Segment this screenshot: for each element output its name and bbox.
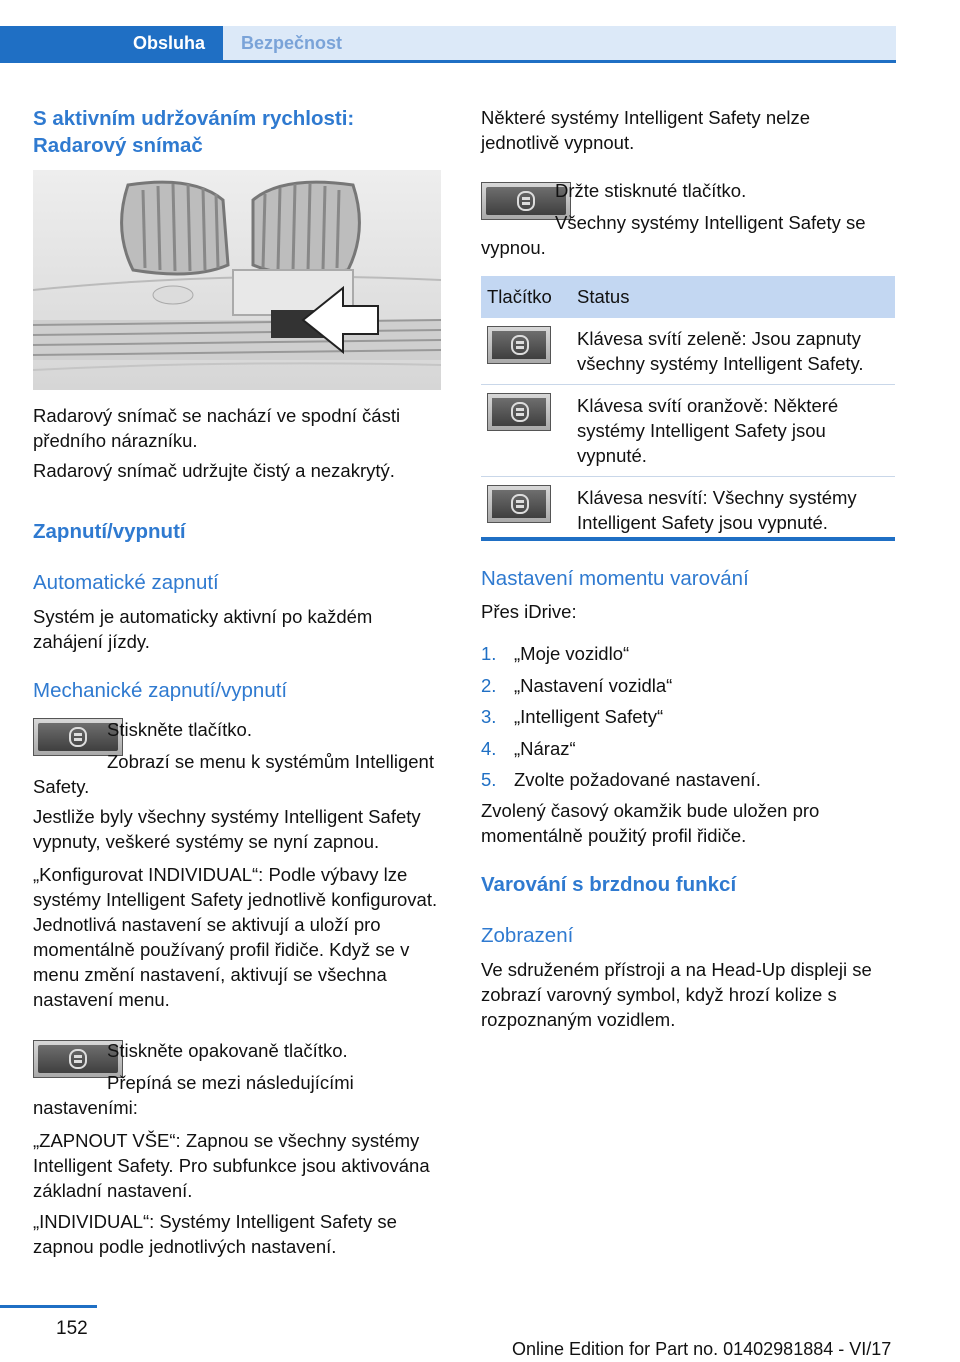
paragraph-configure: „Konfigurovat INDIVIDUAL“: Podle výbavy lze systémy Intelligent Safety jednotlivě konfigurovat. Jednotlivá nastavení se aktivují a uloží pro momentálně používaný profil řidiče. Když se v menu změní nastavení, aktivují se všechna nastavení menu. <box>33 864 438 1010</box>
list-item[interactable]: 2. „Nastavení vozidla“ <box>481 674 673 696</box>
bumper-radar-illustration <box>33 170 441 390</box>
paragraph-auto: Systém je automaticky aktivní po každém zahájení jízdy. <box>33 606 373 652</box>
status-orange: Klávesa svítí oranžově: Některé systémy Intelligent Safety jsou vypnuté. <box>571 385 895 477</box>
heading-radar: S aktivním udržováním rychlosti: Radarový snímač <box>33 107 355 157</box>
page-number: 152 <box>56 1318 88 1339</box>
table-header-button: Tlačítko <box>481 276 571 318</box>
paragraph-some-systems: Některé systémy Intelligent Safety nelze jednotlivě vypnout. <box>481 107 811 153</box>
heading-onoff: Zapnutí/vypnutí <box>33 520 186 543</box>
paragraph-if-off: Jestliže byly všechny systémy Intelligent Safety vypnuty, veškeré systémy se nyní zapnou. <box>33 806 421 852</box>
paragraph-idrive: Přes iDrive: <box>481 601 577 622</box>
edition-text: Online Edition for Part no. 01402981884 - VI/17 <box>512 1339 892 1359</box>
paragraph-hold: Držte stisknuté tlačítko. <box>555 180 747 201</box>
table-row <box>481 385 895 477</box>
paragraph-radar-location: Radarový snímač se nachází ve spodní části předního nárazníku. <box>33 405 401 451</box>
paragraph-individual: „INDIVIDUAL“: Systémy Intelligent Safety se zapnou podle jednotlivých nastavení. <box>33 1211 397 1257</box>
footer-rule <box>0 1305 97 1308</box>
tab-underline <box>0 60 896 63</box>
heading-mech: Mechanické zapnutí/vypnutí <box>33 679 288 702</box>
paragraph-all-on: „ZAPNOUT VŠE“: Zapnou se všechny systémy Intelligent Safety. Pro subfunkce jsou aktivována základní nastavení. <box>33 1130 430 1201</box>
status-green: Klávesa svítí zeleně: Jsou zapnuty všechny systémy Intelligent Safety. <box>571 318 895 385</box>
paragraph-press: Stiskněte tlačítko. <box>107 719 252 740</box>
heading-brake-warning: Varování s brzdnou funkcí <box>481 873 737 896</box>
table-bottom-rule <box>481 537 895 541</box>
list-item[interactable]: 1. „Moje vozidlo“ <box>481 643 630 664</box>
intelligent-safety-button-icon <box>487 485 551 523</box>
paragraph-all-off: Všechny systémy Intelligent Safety se vypnou. <box>481 212 866 258</box>
list-item[interactable]: 3. „Intelligent Safety“ <box>481 706 664 727</box>
paragraph-press-repeat: Stiskněte opakovaně tlačítko. <box>107 1040 348 1061</box>
paragraph-saved: Zvolený časový okamžik bude uložen pro momentálně použitý profil řidiče. <box>481 800 820 846</box>
status-table <box>481 276 895 543</box>
tab-bar <box>0 26 896 60</box>
table-row <box>481 477 895 544</box>
table-row <box>481 318 895 385</box>
heading-warning-moment: Nastavení momentu varování <box>481 567 749 590</box>
status-off: Klávesa nesvítí: Všechny systémy Intelligent Safety jsou vypnuté. <box>577 487 857 533</box>
table-header-row <box>481 276 895 318</box>
table-header-status: Status <box>571 276 895 318</box>
list-item[interactable]: 4. „Náraz“ <box>481 737 576 759</box>
heading-auto: Automatické zapnutí <box>33 571 219 594</box>
intelligent-safety-button-icon <box>487 326 551 364</box>
paragraph-radar-clean: Radarový snímač udržujte čistý a nezakrytý. <box>33 460 395 481</box>
tab-obsluha[interactable]: Obsluha <box>0 26 223 60</box>
paragraph-menu: Zobrazí se menu k systémům Intelligent Safety. <box>33 751 434 797</box>
intelligent-safety-button-icon <box>487 393 551 431</box>
paragraph-display: Ve sdruženém přístroji a na Head-Up displeji se zobrazí varovný symbol, když hrozí kolize s rozpoznaným vozidlem. <box>481 959 872 1030</box>
list-item[interactable]: 5. Zvolte požadované nastavení. <box>481 769 761 790</box>
steps-list <box>481 638 891 796</box>
tab-bezpecnost[interactable]: Bezpečnost <box>223 26 896 60</box>
heading-display: Zobrazení <box>481 924 574 947</box>
paragraph-switch: Přepíná se mezi následujícími nastaveními: <box>33 1072 354 1118</box>
